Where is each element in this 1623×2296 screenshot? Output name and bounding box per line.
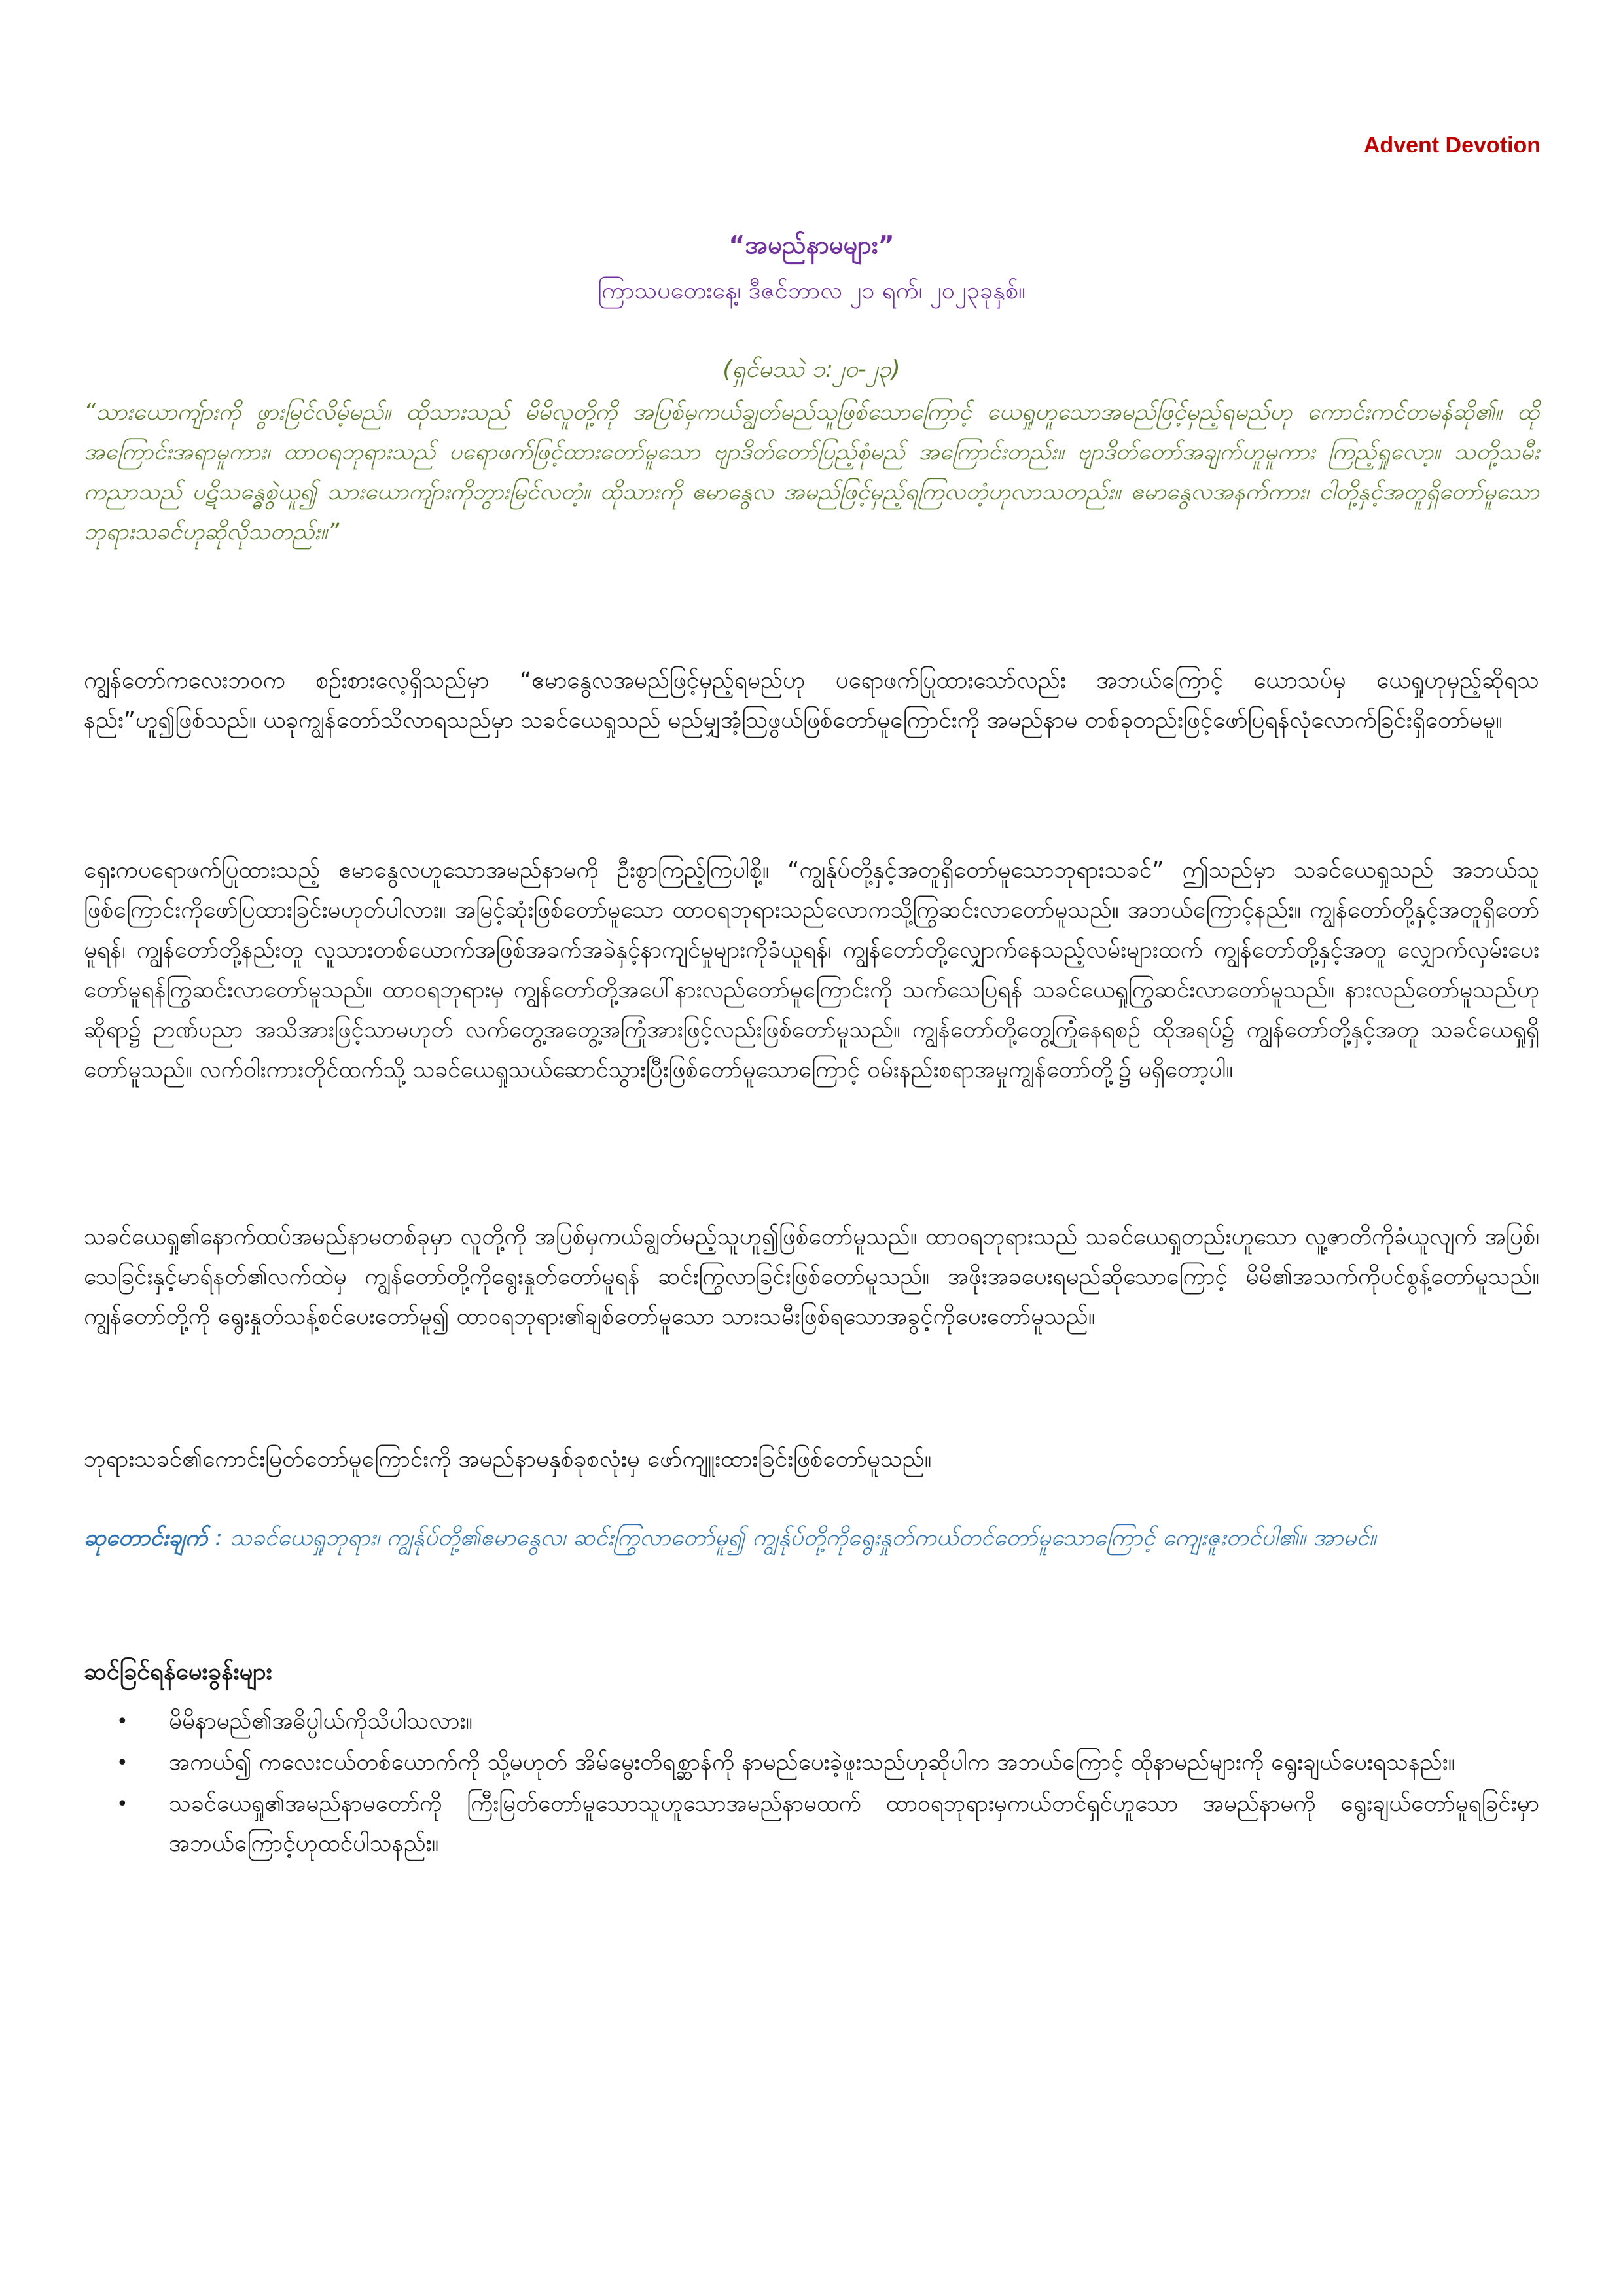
header-tag: Advent Devotion bbox=[1363, 133, 1541, 158]
list-item bbox=[116, 1743, 1539, 1783]
bullet-icon: • bbox=[116, 1751, 128, 1774]
question-text: သခင်ယေရှု၏အမည်နာမတော်ကို ကြီးမြတ်တော်မူသောသူဟူသောအမည်နာမထက် ထာဝရဘုရားမှကယ်တင်ရှင်ဟူသော အမည်နာမကို ရွေးချယ်တော်မူရခြင်းမှာ အဘယ်ကြောင့်ဟုထင်ပါသနည်း။ bbox=[169, 1791, 1539, 1857]
prayer-block bbox=[84, 1518, 1539, 1558]
prayer-label: ဆုတောင်းချက် bbox=[84, 1525, 208, 1551]
paragraph-2: ရှေးကပရောဖက်ပြုထားသည့် ဧမာနွေလဟူသောအမည်နာမကို ဦးစွာကြည့်ကြပါစို့။ “ကျွန်ုပ်တို့နှင့်အတူရှိတော်မူသောဘုရားသခင်” ဤသည်မှာ သခင်ယေရှုသည် အဘယ်သူဖြစ်ကြောင်းကိုဖော်ပြထားခြင်းမဟုတ်ပါလား။ အမြင့်ဆုံးဖြစ်တော်မူသော ထာဝရဘုရားသည်လောကသို့ကြွဆင်းလာတော်မူသည်။ အဘယ်ကြောင့်နည်း။ ကျွန်တော်တို့နှင့်အတူရှိတော်မူရန်၊ ကျွန်တော်တို့နည်းတူ လူသားတစ်ယောက်အဖြစ်အခက်အခဲနှင့်နာကျင်မှုများကိုခံယူရန်၊ ကျွန်တော်တို့လျှောက်နေသည့်လမ်းများထက် ကျွန်တော်တို့နှင့်အတူ လျှောက်လှမ်းပေးတော်မူရန်ကြွဆင်းလာတော်မူသည်။ ထာဝရဘုရားမှ ကျွန်တော်တို့အပေါ်နားလည်တော်မူကြောင်းကို သက်သေပြရန် သခင်ယေရှုကြွဆင်းလာတော်မူသည်။ နားလည်တော်မူသည်ဟုဆိုရာ၌ ဉာဏ်ပညာ အသိအားဖြင့်သာမဟုတ် လက်တွေ့အတွေ့အကြုံအားဖြင့်လည်းဖြစ်တော်မူသည်။ ကျွန်တော်တို့တွေ့ကြုံနေရစဉ် ထိုအရပ်၌ ကျွန်တော်တို့နှင့်အတူ သခင်ယေရှုရှိတော်မူသည်။ လက်ဝါးကားတိုင်ထက်သို့ သခင်ယေရှုသယ်ဆောင်သွားပြီးဖြစ်တော်မူသောကြောင့် ဝမ်းနည်းစရာအမှုကျွန်တော်တို့၌ မရှိတော့ပါ။ bbox=[84, 857, 1539, 1083]
question-text: အကယ်၍ ကလေးငယ်တစ်ယောက်ကို သို့မဟုတ် အိမ်မွေးတိရစ္ဆာန်ကို နာမည်ပေးခဲ့ဖူးသည်ဟုဆိုပါက အဘယ်ကြောင့် ထိုနာမည်များကို ရွေးချယ်ပေးရသနည်း။ bbox=[169, 1749, 1455, 1776]
questions-heading: ဆင်ခြင်ရန်မေးခွန်းများ bbox=[84, 1659, 272, 1685]
paragraph-1: ကျွန်တော်ကလေးဘဝက စဉ်းစားလေ့ရှိသည်မှာ “ဧမာနွေလအမည်ဖြင့်မှည့်ရမည်ဟု ပရောဖက်ပြုထားသော်လည်း အဘယ်ကြောင့် ယောသပ်မှ ယေရှုဟုမှည့်ဆိုရသနည်း”ဟူ၍ဖြစ်သည်။ ယခုကျွန်တော်သိလာရသည်မှာ သခင်ယေရှုသည် မည်မျှအံ့သြဖွယ်ဖြစ်တော်မူကြောင်းကို အမည်နာမ တစ်ခုတည်းဖြင့်ဖော်ပြရန်လုံလောက်ခြင်းရှိတော်မမူ။ bbox=[84, 668, 1539, 734]
bullet-icon: • bbox=[116, 1710, 128, 1733]
questions-list bbox=[84, 1702, 1539, 1865]
date-line: ကြာသပတေးနေ့၊ ဒီဇင်ဘာလ ၂၁ ရက်၊ ၂၀၂၃ခုနှစ်။ bbox=[597, 278, 1026, 304]
paragraph-3: သခင်ယေရှု၏နောက်ထပ်အမည်နာမတစ်ခုမှာ လူတို့ကို အပြစ်မှကယ်ချွတ်မည့်သူဟူ၍ဖြစ်တော်မူသည်။ ထာဝရဘုရားသည် သခင်ယေရှုတည်းဟူသော လူ့ဇာတိကိုခံယူလျက် အပြစ်၊ သေခြင်းနှင့်မာရ်နတ်၏လက်ထဲမှ ကျွန်တော်တို့ကိုရွေးနှုတ်တော်မူရန် ဆင်းကြွလာခြင်းဖြစ်တော်မူသည်။ အဖိုးအခပေးရမည်ဆိုသောကြောင့် မိမိ၏အသက်ကိုပင်စွန့်တော်မူသည်။ ကျွန်တော်တို့ကို ရွေးနှုတ်သန့်စင်ပေးတော်မူ၍ ထာဝရဘုရား၏ချစ်တော်မူသော သားသမီးဖြစ်ရသောအခွင့်ကိုပေးတော်မူသည်။ bbox=[84, 1224, 1539, 1330]
bullet-icon: • bbox=[116, 1793, 128, 1816]
page-title: “အမည်နာမများ” bbox=[728, 230, 895, 259]
prayer-text: သခင်ယေရှုဘုရား၊ ကျွန်ုပ်တို့၏ဧမာနွေလ၊ ဆင်းကြွလာတော်မူ၍ ကျွန်ုပ်တို့ကိုရွေးနှုတ်ကယ်တင်တော်မူသောကြောင့် ကျေးဇူးတင်ပါ၏။ အာမင်။ bbox=[230, 1525, 1376, 1551]
list-item bbox=[116, 1784, 1539, 1864]
paragraph-4: ဘုရားသခင်၏ကောင်းမြတ်တော်မူကြောင်းကို အမည်နာမနှစ်ခုစလုံးမှ ဖော်ကျူးထားခြင်းဖြစ်တော်မူသည်။ bbox=[84, 1446, 932, 1473]
question-text: မိမိနာမည်၏အဓိပ္ပါယ်ကိုသိပါသလား။ bbox=[169, 1708, 473, 1734]
prayer-separator: : bbox=[207, 1525, 230, 1551]
scripture-text: “သားယောကျ်ားကို ဖွားမြင်လိမ့်မည်။ ထိုသားသည် မိမိလူတို့ကို အပြစ်မှကယ်ချွတ်မည်သူဖြစ်သောကြောင့် ယေရှုဟူသောအမည်ဖြင့်မှည့်ရမည်ဟု ကောင်းကင်တမန်ဆို၏။ ထိုအကြောင်းအရာမူကား၊ ထာဝရဘုရားသည် ပရောဖက်ဖြင့်ထားတော်မူသော ဗျာဒိတ်တော်ပြည့်စုံမည် အကြောင်းတည်း။ ဗျာဒိတ်တော်အချက်ဟူမူကား ကြည့်ရှုလော့။ သတို့သမီးကညာသည် ပဋိသန္ဓေစွဲယူ၍ သားယောကျ်ားကိုဘွားမြင်လတံ့။ ထိုသားကို ဧမာနွေလ အမည်ဖြင့်မှည့်ရကြလတံ့ဟုလာသတည်း။ ဧမာနွေလအနက်ကား၊ ငါတို့နှင့်အတူရှိတော်မူသော ဘုရားသခင်ဟုဆိုလိုသတည်း။” bbox=[84, 399, 1539, 545]
list-item bbox=[116, 1702, 1539, 1742]
scripture-reference: (ရှင်မဿဲ ၁:၂၀-၂၃) bbox=[722, 356, 901, 383]
